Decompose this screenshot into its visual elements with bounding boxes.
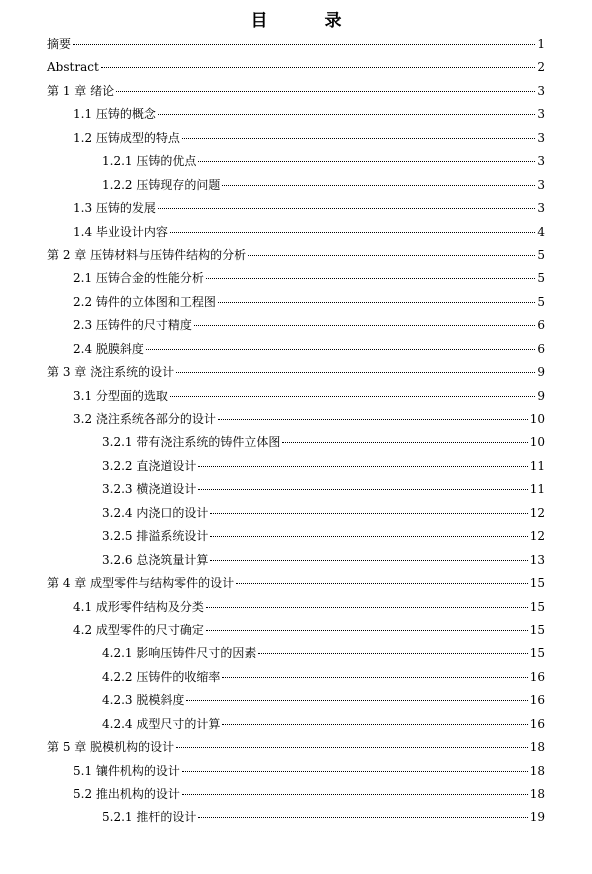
toc-entry-label: 3.1 分型面的选取 xyxy=(73,388,168,403)
toc-entry-page-number: 6 xyxy=(537,341,545,356)
toc-dot-leader xyxy=(210,536,527,537)
toc-dot-leader xyxy=(158,208,535,209)
toc-entry[interactable] xyxy=(47,806,545,829)
toc-entry[interactable] xyxy=(47,127,545,150)
toc-entry-page-number: 5 xyxy=(537,247,545,262)
toc-entry[interactable] xyxy=(47,56,545,79)
toc-entry-label: 3.2 浇注系统各部分的设计 xyxy=(73,412,216,426)
toc-entry[interactable] xyxy=(47,150,545,173)
toc-entry-page-number: 15 xyxy=(529,646,545,661)
toc-entry-page-number: 3 xyxy=(537,154,545,169)
toc-dot-leader xyxy=(198,817,527,818)
toc-entry-label: 1.3 压铸的发展 xyxy=(73,201,156,216)
toc-entry-page-number: 9 xyxy=(537,365,545,380)
toc-entry-page-number: 18 xyxy=(529,763,545,778)
toc-entry-label: 3.2.2 直浇道设计 xyxy=(102,458,197,473)
toc-entry-label: 摘要 xyxy=(47,37,72,51)
toc-dot-leader xyxy=(176,747,528,748)
toc-entry[interactable] xyxy=(47,760,545,783)
toc-dot-leader xyxy=(258,653,527,654)
toc-entry-page-number: 3 xyxy=(537,130,545,145)
toc-entry-label: 3.2.6 总浇筑量计算 xyxy=(102,552,209,567)
toc-dot-leader xyxy=(186,700,527,701)
toc-dot-leader xyxy=(198,161,535,162)
toc-dot-leader xyxy=(182,794,528,795)
toc-entry[interactable] xyxy=(47,783,545,806)
toc-entry-label: 4.2.4 成型尺寸的计算 xyxy=(102,716,221,731)
toc-entry-label: 5.2.1 推杆的设计 xyxy=(102,810,197,825)
toc-dot-leader xyxy=(198,489,527,490)
toc-entry-page-number: 19 xyxy=(529,810,545,825)
toc-entry[interactable] xyxy=(47,408,545,431)
toc-entry[interactable] xyxy=(47,314,545,337)
toc-entry-label: 4.2.3 脱模斜度 xyxy=(102,693,185,708)
toc-entry-label: 2.1 压铸合金的性能分析 xyxy=(73,271,204,286)
toc-entry-page-number: 9 xyxy=(537,388,545,403)
toc-dot-leader xyxy=(222,677,527,678)
toc-entry[interactable] xyxy=(47,361,545,384)
toc-dot-leader xyxy=(170,396,535,397)
toc-entry-page-number: 18 xyxy=(529,787,545,801)
toc-entry-label: 第 4 章 成型零件与结构零件的设计 xyxy=(47,576,235,591)
toc-dot-leader xyxy=(158,114,535,115)
toc-entry-page-number: 5 xyxy=(537,294,545,309)
toc-dot-leader xyxy=(222,724,527,725)
toc-dot-leader xyxy=(73,44,535,45)
toc-entry[interactable] xyxy=(47,713,545,736)
toc-dot-leader xyxy=(116,91,535,92)
toc-entry-page-number: 16 xyxy=(529,716,545,731)
toc-entry-page-number: 16 xyxy=(529,693,545,708)
toc-entry-label: 4.2.2 压铸件的收缩率 xyxy=(102,669,221,684)
toc-entry[interactable] xyxy=(47,525,545,548)
toc-dot-leader xyxy=(182,771,528,772)
toc-entry-page-number: 11 xyxy=(529,482,545,497)
toc-entry-page-number: 2 xyxy=(537,60,545,75)
toc-entry[interactable] xyxy=(47,267,545,290)
toc-entry-label: 3.2.3 横浇道设计 xyxy=(102,482,197,497)
toc-dot-leader xyxy=(176,372,535,373)
toc-dot-leader xyxy=(282,442,527,443)
toc-entry[interactable] xyxy=(47,619,545,642)
toc-entry[interactable] xyxy=(47,549,545,572)
toc-entry-page-number: 18 xyxy=(529,740,545,755)
toc-entry-page-number: 4 xyxy=(537,224,545,239)
toc-entry-label: 1.2.1 压铸的优点 xyxy=(102,154,197,169)
toc-entry-page-number: 12 xyxy=(529,529,545,544)
toc-entry[interactable] xyxy=(47,431,545,454)
toc-entry-label: 第 1 章 绪论 xyxy=(47,83,115,98)
toc-dot-leader xyxy=(206,607,528,608)
toc-entry-label: 3.2.5 排溢系统设计 xyxy=(102,529,209,544)
toc-entry-label: 4.1 成形零件结构及分类 xyxy=(73,599,204,614)
toc-entry-page-number: 10 xyxy=(529,435,545,450)
toc-dot-leader xyxy=(170,232,535,233)
toc-entry-label: 5.2 推出机构的设计 xyxy=(73,787,180,801)
toc-entry-label: 第 3 章 浇注系统的设计 xyxy=(47,365,175,380)
toc-entry-page-number: 6 xyxy=(537,318,545,333)
toc-entry[interactable] xyxy=(47,197,545,220)
toc-entry-page-number: 3 xyxy=(537,177,545,192)
toc-entry-label: Abstract xyxy=(47,60,99,75)
toc-entry-page-number: 10 xyxy=(529,412,545,426)
toc-entry-label: 5.1 镶件机构的设计 xyxy=(73,763,180,778)
toc-dot-leader xyxy=(101,67,535,68)
toc-entry[interactable] xyxy=(47,338,545,361)
toc-list xyxy=(47,33,545,830)
toc-dot-leader xyxy=(206,278,535,279)
toc-entry-label: 第 5 章 脱模机构的设计 xyxy=(47,740,175,755)
toc-entry-page-number: 15 xyxy=(529,622,545,637)
toc-entry-page-number: 1 xyxy=(537,37,545,51)
toc-entry-label: 1.2 压铸成型的特点 xyxy=(73,130,180,145)
toc-entry-label: 2.4 脱膜斜度 xyxy=(73,341,144,356)
toc-dot-leader xyxy=(146,349,535,350)
toc-dot-leader xyxy=(218,419,528,420)
toc-entry[interactable] xyxy=(47,736,545,759)
toc-entry-page-number: 3 xyxy=(537,201,545,216)
toc-dot-leader xyxy=(218,302,535,303)
toc-dot-leader xyxy=(248,255,535,256)
toc-entry-label: 1.2.2 压铸现存的问题 xyxy=(102,177,221,192)
toc-dot-leader xyxy=(210,513,527,514)
toc-dot-leader xyxy=(210,560,527,561)
toc-dot-leader xyxy=(236,583,528,584)
toc-entry[interactable] xyxy=(47,455,545,478)
toc-entry-label: 3.2.1 带有浇注系统的铸件立体图 xyxy=(102,435,281,450)
toc-entry-label: 4.2 成型零件的尺寸确定 xyxy=(73,622,204,637)
toc-entry[interactable] xyxy=(47,221,545,244)
toc-entry-page-number: 16 xyxy=(529,669,545,684)
toc-entry[interactable] xyxy=(47,642,545,665)
toc-entry[interactable] xyxy=(47,174,545,197)
toc-entry-page-number: 15 xyxy=(529,576,545,591)
toc-entry-label: 2.2 铸件的立体图和工程图 xyxy=(73,294,216,309)
toc-entry[interactable] xyxy=(47,244,545,267)
toc-entry[interactable] xyxy=(47,666,545,689)
toc-dot-leader xyxy=(194,325,535,326)
toc-entry-page-number: 11 xyxy=(529,458,545,473)
toc-entry-label: 4.2.1 影响压铸件尺寸的因素 xyxy=(102,646,257,661)
toc-entry[interactable] xyxy=(47,572,545,595)
toc-entry-page-number: 12 xyxy=(529,505,545,520)
toc-entry-label: 1.4 毕业设计内容 xyxy=(73,224,168,239)
toc-entry-page-number: 3 xyxy=(537,107,545,122)
toc-entry-page-number: 13 xyxy=(529,552,545,567)
toc-dot-leader xyxy=(182,138,535,139)
toc-entry[interactable] xyxy=(47,80,545,103)
toc-entry-label: 1.1 压铸的概念 xyxy=(73,107,156,122)
toc-dot-leader xyxy=(206,630,528,631)
toc-entry[interactable] xyxy=(47,33,545,56)
toc-title: 目 录 xyxy=(250,11,362,31)
toc-entry[interactable] xyxy=(47,291,545,314)
toc-entry[interactable] xyxy=(47,478,545,501)
toc-entry[interactable] xyxy=(47,103,545,126)
toc-entry[interactable] xyxy=(47,385,545,408)
toc-dot-leader xyxy=(198,466,527,467)
toc-dot-leader xyxy=(222,185,535,186)
toc-entry-label: 2.3 压铸件的尺寸精度 xyxy=(73,318,192,333)
toc-entry-label: 第 2 章 压铸材料与压铸件结构的分析 xyxy=(47,247,247,262)
toc-entry-page-number: 5 xyxy=(537,271,545,286)
toc-entry-page-number: 15 xyxy=(529,599,545,614)
toc-entry[interactable] xyxy=(47,502,545,525)
toc-entry[interactable] xyxy=(47,596,545,619)
toc-entry[interactable] xyxy=(47,689,545,712)
toc-entry-label: 3.2.4 内浇口的设计 xyxy=(102,505,209,520)
toc-entry-page-number: 3 xyxy=(537,83,545,98)
